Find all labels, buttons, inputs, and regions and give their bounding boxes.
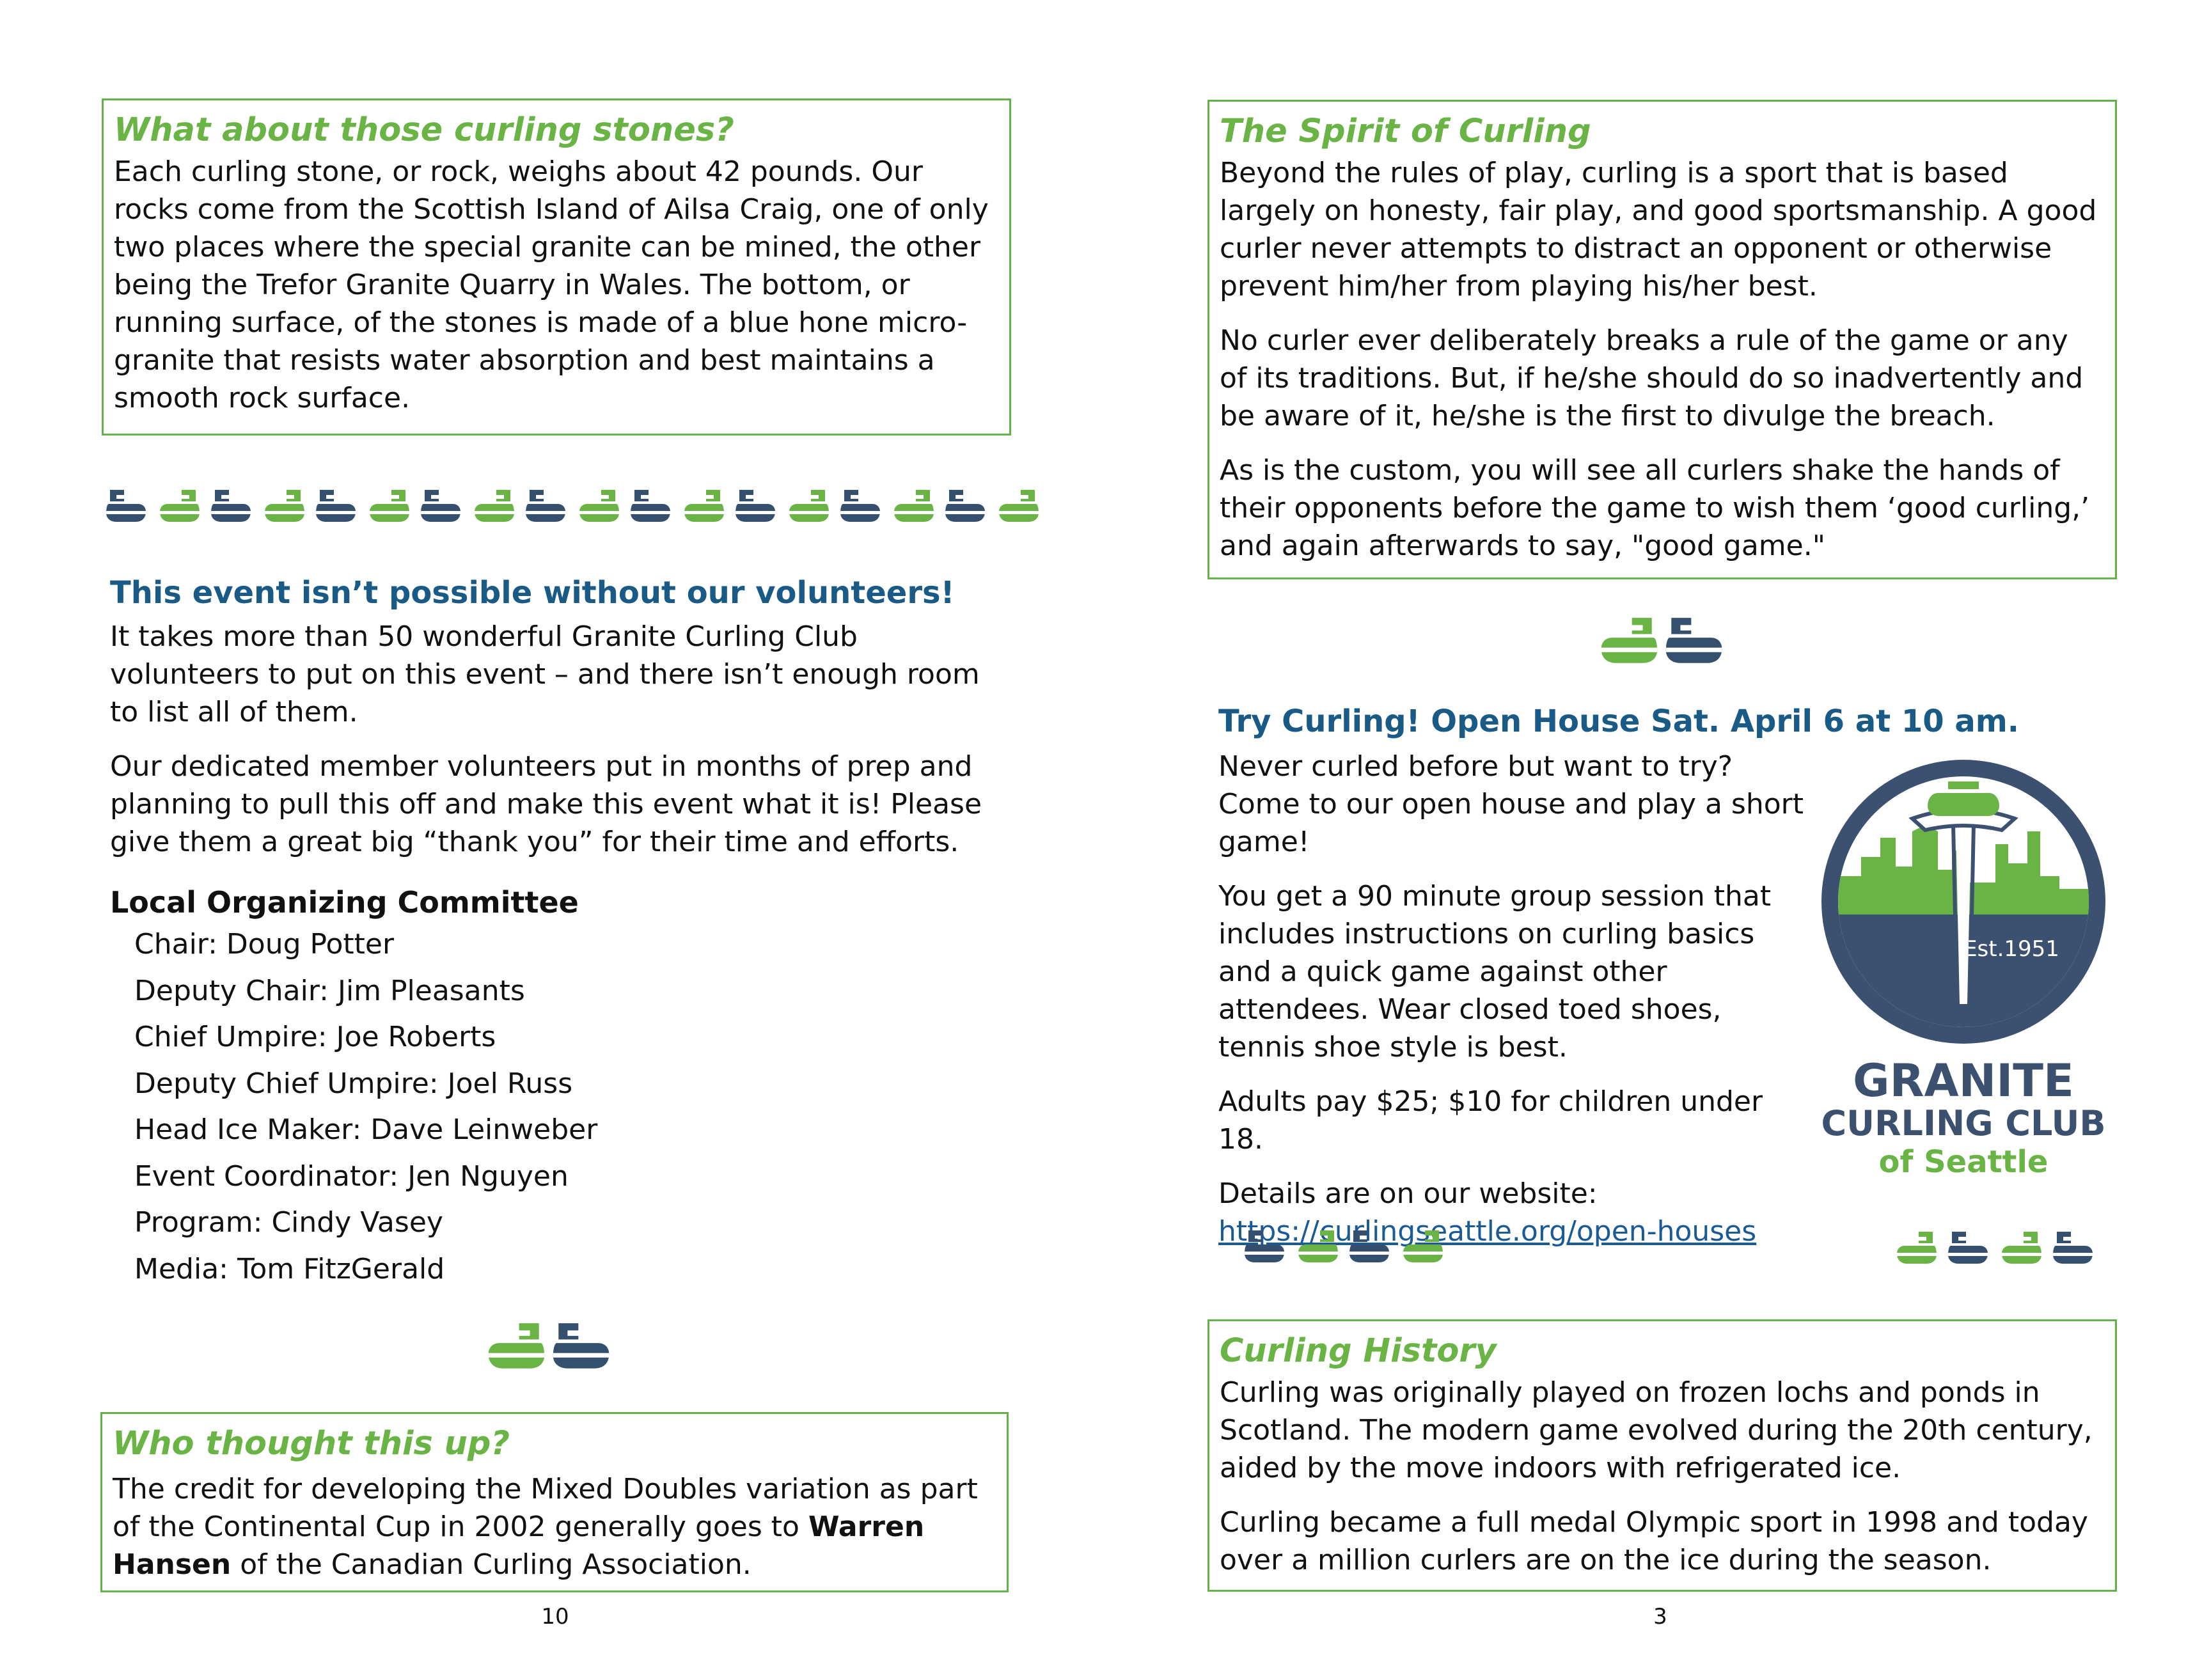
curling-stone-icon bbox=[734, 487, 778, 523]
committee-member: Deputy Chair: Jim Pleasants bbox=[134, 974, 525, 1007]
curling-stone-icon bbox=[485, 1319, 546, 1370]
stone-divider-top-left bbox=[105, 487, 1049, 523]
stone-pair-right bbox=[1598, 614, 1734, 665]
curling-stone-icon bbox=[787, 487, 830, 523]
curling-stone-icon bbox=[367, 487, 411, 523]
open-houses-link[interactable]: https://curlingseattle.org/open-houses bbox=[1218, 1215, 1757, 1248]
logo-line-granite: GRANITE bbox=[1853, 1055, 2074, 1107]
curling-stones-body: Each curling stone, or rock, weighs about 42 pounds. Our rocks come from the Scottish Island of Ailsa Craig, one of only two places where the special granite can be mined, the other being the Trefor Granite Quarry in Wales. The bottom, or running surface, of the stones is made of a blue hone micro-granite that resists water absorption and best maintains a smooth rock surface. bbox=[114, 155, 989, 414]
curling-stone-icon bbox=[629, 487, 673, 523]
curling-stone-icon bbox=[1243, 1228, 1287, 1264]
organizing-committee bbox=[110, 883, 877, 1292]
curling-stone-icon bbox=[1598, 614, 1659, 665]
history-paragraph-2: Curling became a full medal Olympic sport in 1998 and today over a million curlers are on the ice during the season. bbox=[1220, 1506, 2088, 1576]
curling-stone-icon bbox=[892, 487, 935, 523]
logo-line-of-seattle: of Seattle bbox=[1878, 1144, 2049, 1180]
who-thought-body: The credit for developing the Mixed Doubles variation as part of the Continental Cup in 2002 generally goes to Warren Hansen of the Canadian Curling Association. bbox=[113, 1473, 978, 1581]
committee-member: Chair: Doug Potter bbox=[134, 928, 395, 961]
stone-divider-right-right-group bbox=[1894, 1229, 2104, 1265]
committee-member: Head Ice Maker: Dave Leinweber bbox=[134, 1113, 598, 1146]
curling-stones-title: What about those curling stones? bbox=[114, 111, 734, 149]
curling-stone-icon bbox=[839, 487, 883, 523]
page-number-right: 3 bbox=[1653, 1604, 1667, 1629]
curling-stone-icon bbox=[157, 487, 201, 523]
volunteers-paragraph-1: It takes more than 50 wonderful Granite Curling Club volunteers to put on this event – and there isn’t enough room to list all of them. bbox=[110, 620, 980, 728]
curling-stone-icon bbox=[1401, 1228, 1444, 1264]
curling-stone-icon bbox=[1348, 1228, 1392, 1264]
curling-history-box bbox=[1207, 1319, 2117, 1592]
spirit-title: The Spirit of Curling bbox=[1220, 113, 1591, 150]
curling-stone-icon bbox=[210, 487, 253, 523]
spirit-paragraph-1: Beyond the rules of play, curling is a sport that is based largely on honesty, fair play, and good sportsmanship. A good curler never attempts to distract an opponent or otherwise prevent him/her from playing his/her best. bbox=[1220, 157, 2097, 302]
logo-line-curling-club: CURLING CLUB bbox=[1821, 1103, 2106, 1143]
history-title: Curling History bbox=[1220, 1332, 1497, 1370]
open-house-paragraph-3: Adults pay $25; $10 for children under 18. bbox=[1218, 1085, 1763, 1156]
open-house-heading: Try Curling! Open House Sat. April 6 at 10 am. bbox=[1218, 703, 2019, 739]
who-thought-box bbox=[100, 1412, 1009, 1592]
committee-member: Event Coordinator: Jen Nguyen bbox=[134, 1159, 569, 1193]
curling-stone-icon bbox=[2052, 1229, 2095, 1265]
committee-member: Deputy Chief Umpire: Joel Russ bbox=[134, 1067, 573, 1100]
curling-stone-icon bbox=[105, 487, 148, 523]
granite-curling-club-logo bbox=[1816, 755, 2111, 1180]
stone-pair-left bbox=[485, 1319, 622, 1370]
curling-stone-icon bbox=[524, 487, 568, 523]
volunteers-paragraph-2: Our dedicated member volunteers put in months of prep and planning to pull this off and make this event what it is! Please give them a great big “thank you” for their time and efforts. bbox=[110, 750, 982, 858]
curling-stone-icon bbox=[262, 487, 306, 523]
committee-member: Media: Tom FitzGerald bbox=[134, 1252, 445, 1285]
volunteers-heading: This event isn’t possible without our volunteers! bbox=[110, 575, 955, 611]
page-number-left: 10 bbox=[541, 1604, 569, 1629]
curling-stones-box bbox=[102, 98, 1011, 436]
volunteers-section bbox=[110, 573, 1012, 861]
open-house-paragraph-1: Never curled before but want to try? Come to our open house and play a short game! bbox=[1218, 750, 1804, 858]
warren-hansen-name: Warren Hansen bbox=[113, 1511, 925, 1581]
curling-stone-icon bbox=[472, 487, 515, 523]
curling-stone-icon bbox=[682, 487, 725, 523]
committee-member: Chief Umpire: Joe Roberts bbox=[134, 1021, 496, 1053]
spirit-of-curling-box bbox=[1207, 100, 2117, 579]
curling-stone-icon bbox=[944, 487, 987, 523]
curling-stone-icon bbox=[1947, 1229, 1990, 1265]
spirit-paragraph-2: No curler ever deliberately breaks a rule of the game or any of its traditions. But, if he/she should do so inadvertently and be aware of it, he/she is the first to divulge the breach. bbox=[1220, 324, 2084, 432]
open-house-paragraph-2: You get a 90 minute group session that includes instructions on curling basics and a quick game against other attendees. Wear closed toed shoes, tennis shoe style is best. bbox=[1218, 880, 1772, 1064]
open-house-paragraph-4: Details are on our website: bbox=[1218, 1177, 1598, 1210]
club-seal-graphic bbox=[1816, 755, 2111, 1055]
curling-stone-icon bbox=[1894, 1229, 1938, 1265]
curling-stone-icon bbox=[551, 1319, 613, 1370]
curling-stone-icon bbox=[577, 487, 620, 523]
committee-title: Local Organizing Committee bbox=[110, 885, 579, 920]
stone-divider-right-left-group bbox=[1243, 1228, 1453, 1264]
logo-established-year: Est.1951 bbox=[1963, 936, 2059, 962]
history-paragraph-1: Curling was originally played on frozen lochs and ponds in Scotland. The modern game evolved during the 20th century, aided by the move indoors with refrigerated ice. bbox=[1220, 1376, 2093, 1484]
curling-stone-icon bbox=[420, 487, 463, 523]
curling-stone-icon bbox=[1999, 1229, 2043, 1265]
curling-stone-icon bbox=[1664, 614, 1726, 665]
committee-member: Program: Cindy Vasey bbox=[134, 1206, 443, 1239]
curling-stone-icon bbox=[1296, 1228, 1339, 1264]
curling-stone-icon bbox=[315, 487, 358, 523]
who-thought-title: Who thought this up? bbox=[113, 1425, 510, 1463]
spirit-paragraph-3: As is the custom, you will see all curlers shake the hands of their opponents before the game to wish them ‘good curling,’ and again afterwards to say, "good game." bbox=[1220, 454, 2090, 562]
curling-stone-icon bbox=[996, 487, 1040, 523]
